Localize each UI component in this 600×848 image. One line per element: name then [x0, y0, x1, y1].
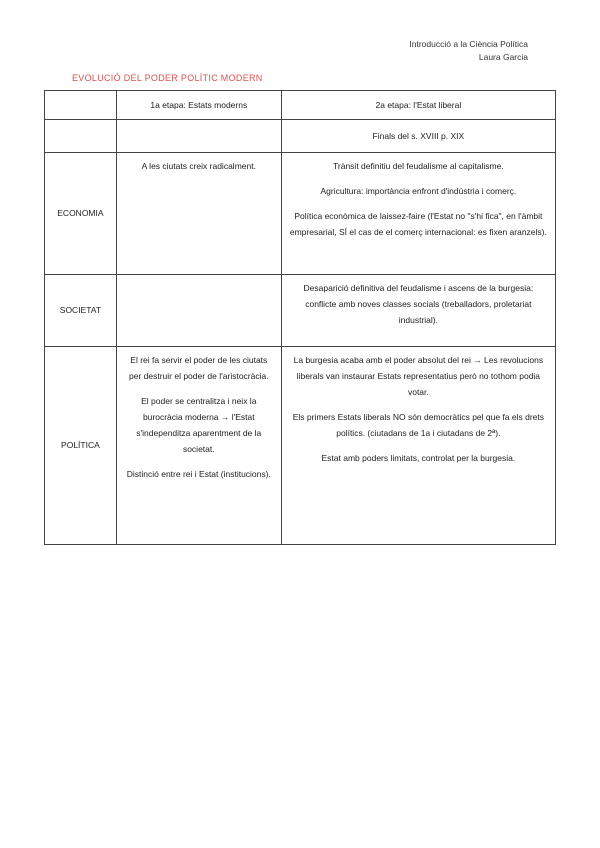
politica-stage1-cell: [116, 347, 281, 545]
economia-stage2-cell: [281, 153, 555, 275]
economia-label: ECONOMIA: [45, 153, 117, 275]
societat-label: SOCIETAT: [45, 275, 117, 347]
course-name: Introducció a la Ciència Política: [409, 39, 528, 49]
table-row-societat: [45, 275, 556, 347]
societat-stage2-text: Desaparició definitiva del feudalisme i ascens de la burgesia: conflicte amb noves classes socials (treballadors, proletariat industrial).: [303, 283, 534, 325]
evolution-table: [44, 90, 556, 545]
societat-stage2-cell: [281, 275, 555, 347]
economia-stage2-text: Agricultura: importància enfront d'indústria i comerç.: [320, 186, 517, 196]
table-row-politica: [45, 347, 556, 545]
table-row-economia: [45, 153, 556, 275]
header-cell-stage1: 1a etapa: Estats moderns: [116, 91, 281, 120]
politica-stage2-text: Els primers Estats liberals NO són democràtics pel que fa els drets polítics. (ciutadans de 1a i ciutadans de 2ª).: [292, 412, 545, 438]
economia-stage1-cell: [116, 153, 281, 275]
header-cell-stage2: 2a etapa: l'Estat liberal: [281, 91, 555, 120]
period-stage2-cell: Finals del s. XVIII p. XIX: [281, 120, 555, 153]
economia-stage2-text: Trànsit definitiu del feudalisme al capitalisme.: [333, 161, 504, 171]
politica-stage2-cell: [281, 347, 555, 545]
societat-stage1-cell: [116, 275, 281, 347]
politica-stage2-text: Estat amb poders limitats, controlat per la burgesia.: [321, 453, 516, 463]
politica-stage2-text: La burgesia acaba amb el poder absolut del rei → Les revolucions liberals van instaurar Estats representatius però no tothom podia votar.: [293, 355, 544, 397]
period-label-cell: [45, 120, 117, 153]
period-stage1-cell: [116, 120, 281, 153]
table-row-period: [45, 120, 556, 153]
politica-stage1-text: El poder se centralitza i neix la burocràcia moderna → l'Estat s'independitza aparentment de la societat.: [136, 396, 262, 454]
author-name: Laura Garcia: [478, 52, 528, 62]
page-header: [409, 38, 528, 64]
table-header-row: [45, 91, 556, 120]
header-cell-empty: [45, 91, 117, 120]
politica-stage1-text: El rei fa servir el poder de les ciutats per destruir el poder de l'aristocràcia.: [129, 355, 269, 381]
economia-stage2-text: Política econòmica de laissez-faire (l'Estat no "s'hi fica", en l'àmbit empresarial, SÍ el cas de el comerç internacional: es fixen aranzels).: [289, 211, 547, 237]
economia-stage1-text: A les ciutats creix radicalment.: [141, 161, 256, 171]
document-title: EVOLUCIÓ DEL PODER POLÍTIC MODERN: [72, 73, 263, 83]
politica-stage1-text: Distinció entre rei i Estat (institucions).: [126, 469, 271, 479]
politica-label: POLÍTICA: [45, 347, 117, 545]
